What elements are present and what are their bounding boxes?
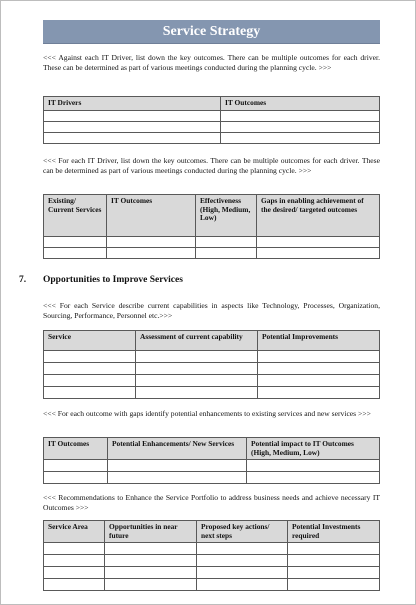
header-service-area: Service Area xyxy=(44,521,105,543)
table-cell[interactable] xyxy=(197,555,288,567)
table-recommendations xyxy=(43,520,380,591)
table-cell[interactable] xyxy=(197,543,288,555)
table-cell[interactable] xyxy=(44,363,136,375)
table-row xyxy=(44,579,380,591)
instruction-current-services: <<< For each IT Driver, list down the key outcomes. There can be multiple outcomes for each driver. These can be determined as part of various meetings conducted during the planning cycle. >>> xyxy=(43,156,380,175)
page-title: Service Strategy xyxy=(43,20,380,43)
table-row xyxy=(44,375,380,387)
table-cell[interactable] xyxy=(196,237,257,248)
header-potential-enhancements: Potential Enhancements/ New Services xyxy=(108,438,247,460)
table-cell[interactable] xyxy=(247,472,380,484)
section-number: 7. xyxy=(19,275,27,285)
table-enhancements xyxy=(43,437,380,484)
header-it-outcomes: IT Outcomes xyxy=(44,438,108,460)
table-cell[interactable] xyxy=(44,460,108,472)
table-row xyxy=(44,248,380,259)
table-cell[interactable] xyxy=(44,351,136,363)
table-header-row xyxy=(44,438,380,460)
header-potential-improvements: Potential Improvements xyxy=(258,331,380,351)
table-cell[interactable] xyxy=(108,472,247,484)
table-cell[interactable] xyxy=(288,567,380,579)
table-cell[interactable] xyxy=(44,567,105,579)
header-it-drivers: IT Drivers xyxy=(44,97,221,111)
table-row xyxy=(44,363,380,375)
table-cell[interactable] xyxy=(44,110,221,121)
header-existing-services: Existing/ Current Services xyxy=(44,195,107,237)
header-assessment: Assessment of current capability xyxy=(136,331,258,351)
table-cell[interactable] xyxy=(196,248,257,259)
table-cell[interactable] xyxy=(105,555,197,567)
table-cell[interactable] xyxy=(44,472,108,484)
header-proposed-actions: Proposed key actions/ next steps xyxy=(197,521,288,543)
table-row xyxy=(44,387,380,399)
table-header-row xyxy=(44,331,380,351)
table-cell[interactable] xyxy=(221,110,380,121)
table-current-services xyxy=(43,194,380,259)
table-cell[interactable] xyxy=(257,248,380,259)
table-cell[interactable] xyxy=(107,248,196,259)
header-it-outcomes: IT Outcomes xyxy=(221,97,380,111)
table-row xyxy=(44,555,380,567)
table-cell[interactable] xyxy=(44,555,105,567)
table-cell[interactable] xyxy=(136,351,258,363)
table-header-row xyxy=(44,521,380,543)
table-header-row xyxy=(44,97,380,111)
table-row xyxy=(44,237,380,248)
table-cell[interactable] xyxy=(136,387,258,399)
section-title: Opportunities to Improve Services xyxy=(43,275,183,285)
table-cell[interactable] xyxy=(44,248,107,259)
table-cell[interactable] xyxy=(105,543,197,555)
table-cell[interactable] xyxy=(44,579,105,591)
table-row xyxy=(44,121,380,132)
table-header-row xyxy=(44,195,380,237)
table-cell[interactable] xyxy=(221,121,380,132)
table-cell[interactable] xyxy=(44,543,105,555)
table-row xyxy=(44,110,380,121)
table-cell[interactable] xyxy=(288,555,380,567)
table-row xyxy=(44,543,380,555)
header-service: Service xyxy=(44,331,136,351)
table-cell[interactable] xyxy=(136,363,258,375)
table-row xyxy=(44,472,380,484)
table-cell[interactable] xyxy=(257,237,380,248)
table-cell[interactable] xyxy=(258,375,380,387)
table-cell[interactable] xyxy=(107,237,196,248)
table-cell[interactable] xyxy=(44,132,221,143)
table-cell[interactable] xyxy=(44,121,221,132)
table-cell[interactable] xyxy=(258,363,380,375)
table-cell[interactable] xyxy=(288,543,380,555)
header-potential-investments: Potential Investments required xyxy=(288,521,380,543)
table-cell[interactable] xyxy=(258,387,380,399)
table-it-drivers xyxy=(43,96,380,144)
table-cell[interactable] xyxy=(258,351,380,363)
table-cell[interactable] xyxy=(105,579,197,591)
table-cell[interactable] xyxy=(288,579,380,591)
table-capabilities xyxy=(43,330,380,399)
table-cell[interactable] xyxy=(108,460,247,472)
instruction-it-drivers: <<< Against each IT Driver, list down the key outcomes. There can be multiple outcomes for each driver. These can be determined as part of various meetings conducted during the planning cycle. >>> xyxy=(43,53,380,72)
table-cell[interactable] xyxy=(44,387,136,399)
instruction-capabilities: <<< For each Service describe current capabilities in aspects like Technology, Processes, Organization, Sourcing, Performance, Personnel etc.>>> xyxy=(43,301,380,320)
header-it-outcomes: IT Outcomes xyxy=(107,195,196,237)
header-potential-impact: Potential impact to IT Outcomes (High, Medium, Low) xyxy=(247,438,380,460)
table-row xyxy=(44,351,380,363)
table-cell[interactable] xyxy=(44,375,136,387)
table-cell[interactable] xyxy=(247,460,380,472)
table-cell[interactable] xyxy=(105,567,197,579)
header-opportunities: Opportunities in near future xyxy=(105,521,197,543)
instruction-recommendations: <<< Recommendations to Enhance the Service Portfolio to address business needs and achieve necessary IT Outcomes >>> xyxy=(43,493,380,512)
header-effectiveness: Effectiveness (High, Medium, Low) xyxy=(196,195,257,237)
table-cell[interactable] xyxy=(221,132,380,143)
table-cell[interactable] xyxy=(197,579,288,591)
instruction-enhancements: <<< For each outcome with gaps identify potential enhancements to existing services and new services >>> xyxy=(43,409,371,418)
table-row xyxy=(44,132,380,143)
table-row xyxy=(44,460,380,472)
table-row xyxy=(44,567,380,579)
header-gaps: Gaps in enabling achievement of the desired/ targeted outcomes xyxy=(257,195,380,237)
table-cell[interactable] xyxy=(44,237,107,248)
table-cell[interactable] xyxy=(136,375,258,387)
table-cell[interactable] xyxy=(197,567,288,579)
